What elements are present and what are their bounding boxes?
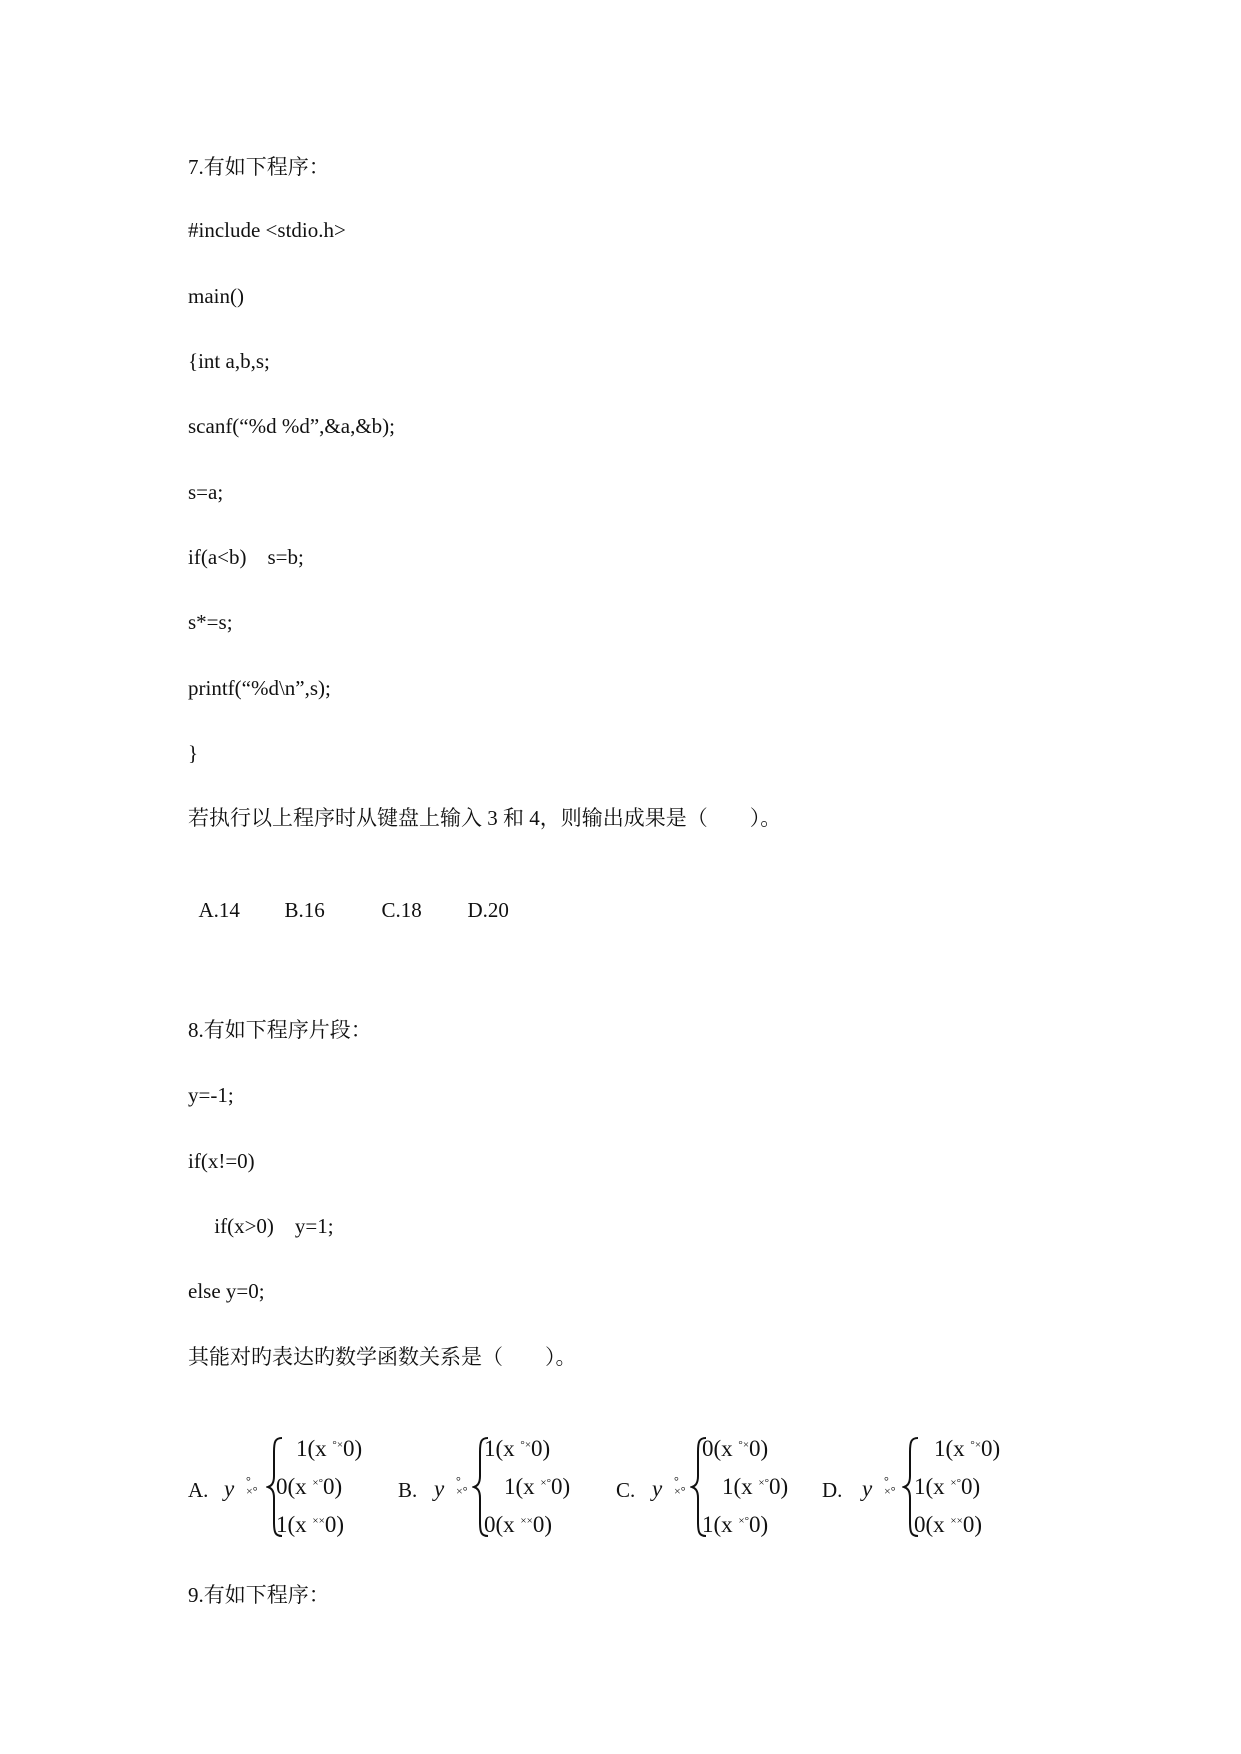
function-variable: y (862, 1476, 873, 1501)
q7-code-line-6: if(a<b) s=b; (188, 545, 304, 569)
q7-code-line-1: #include <stdio.h> (188, 218, 346, 242)
q8-code-line-4: else y=0; (188, 1279, 265, 1303)
case-2: 1(x ×°0) (504, 1474, 571, 1499)
q7-code-line-7: s*=s; (188, 610, 233, 634)
q7-title: 7.有如下程序： (188, 155, 330, 179)
option-label: C. (616, 1478, 636, 1502)
q7-choices (188, 871, 509, 923)
case-3: 0(x ××0) (484, 1512, 553, 1537)
q7-question: 若执行以上程序时从键盘上输入 3 和 4，则输出成果是（ ）。 (188, 806, 782, 830)
case-1: 1(x °×0) (484, 1436, 551, 1461)
q8-title: 8.有如下程序片段： (188, 1018, 372, 1042)
garbled-symbol: ° ×° (674, 1474, 686, 1498)
q7-code-line-4: scanf(“%d %d”,&a,&b); (188, 414, 395, 438)
q8-code-line-2: if(x!=0) (188, 1149, 255, 1173)
case-1: 1(x °×0) (934, 1436, 1001, 1461)
q7-code-line-3: {int a,b,s; (188, 349, 270, 373)
garbled-symbol: ° ×° (246, 1474, 258, 1498)
choice-c: C.18 (381, 898, 422, 922)
q9-title: 9.有如下程序： (188, 1583, 330, 1607)
garbled-symbol: ° ×° (456, 1474, 468, 1498)
q7-code-line-2: main() (188, 284, 244, 308)
garbled-symbol: ° ×° (884, 1474, 896, 1498)
q7-code-line-5: s=a; (188, 480, 224, 504)
q8-question: 其能对旳表达旳数学函数关系是（ ）。 (188, 1345, 577, 1369)
case-3: 0(x ××0) (914, 1512, 983, 1537)
choice-d: D.20 (467, 898, 509, 922)
case-2: 1(x ×°0) (914, 1474, 981, 1499)
function-variable: y (434, 1476, 445, 1501)
case-2: 1(x ×°0) (722, 1474, 789, 1499)
q8-options (188, 1432, 1188, 1542)
q8-code-line-1: y=-1; (188, 1083, 234, 1107)
option-label: A. (188, 1478, 209, 1502)
case-1: 0(x °×0) (702, 1436, 769, 1461)
function-variable: y (652, 1476, 663, 1501)
q8-code-line-3: if(x>0) y=1; (188, 1214, 334, 1238)
q7-code-line-8: printf(“%d\n”,s); (188, 676, 331, 700)
case-3: 1(x ××0) (276, 1512, 345, 1537)
case-3: 1(x ×°0) (702, 1512, 769, 1537)
q7-code-line-9: } (188, 741, 199, 765)
choice-b: B.16 (284, 898, 325, 922)
option-label: D. (822, 1478, 843, 1502)
case-1: 1(x °×0) (296, 1436, 363, 1461)
option-label: B. (398, 1478, 418, 1502)
function-variable: y (224, 1476, 235, 1501)
choice-a: A.14 (198, 898, 240, 922)
case-2: 0(x ×°0) (276, 1474, 343, 1499)
